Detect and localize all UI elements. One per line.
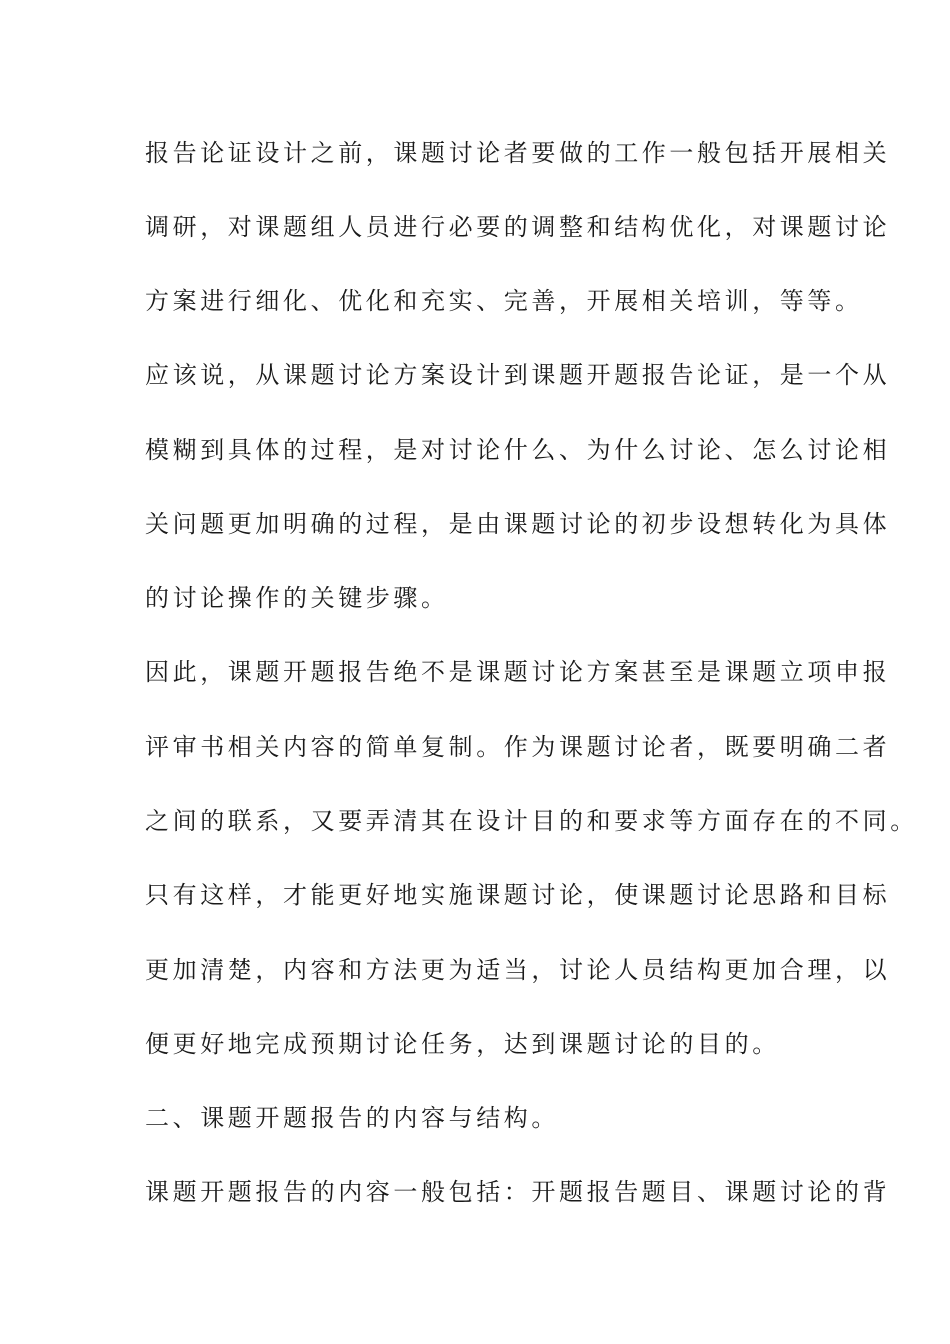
text-line: 应该说，从课题讨论方案设计到课题开题报告论证，是一个从 [145,361,891,389]
text-line: 评审书相关内容的简单复制。作为课题讨论者，既要明确二者 [145,733,891,761]
text-line: 只有这样，才能更好地实施课题讨论，使课题讨论思路和目标 [145,881,891,909]
text-line: 更加清楚，内容和方法更为适当，讨论人员结构更加合理，以 [145,956,891,984]
text-line: 方案进行细化、优化和充实、完善，开展相关培训，等等。 [145,287,863,315]
text-line: 关问题更加明确的过程，是由课题讨论的初步设想转化为具体 [145,510,891,538]
text-line: 课题开题报告的内容一般包括：开题报告题目、课题讨论的背 [145,1178,891,1206]
text-line: 调研，对课题组人员进行必要的调整和结构优化，对课题讨论 [145,213,891,241]
text-line: 便更好地完成预期讨论任务，达到课题讨论的目的。 [145,1030,780,1058]
text-line: 模糊到具体的过程，是对讨论什么、为什么讨论、怎么讨论相 [145,436,891,464]
text-line: 因此，课题开题报告绝不是课题讨论方案甚至是课题立项申报 [145,658,891,686]
text-line: 的讨论操作的关键步骤。 [145,584,449,612]
text-line: 之间的联系，又要弄清其在设计目的和要求等方面存在的不同。 [145,807,918,835]
section-heading: 二、课题开题报告的内容与结构。 [145,1104,559,1132]
text-line: 报告论证设计之前，课题讨论者要做的工作一般包括开展相关 [145,139,891,167]
